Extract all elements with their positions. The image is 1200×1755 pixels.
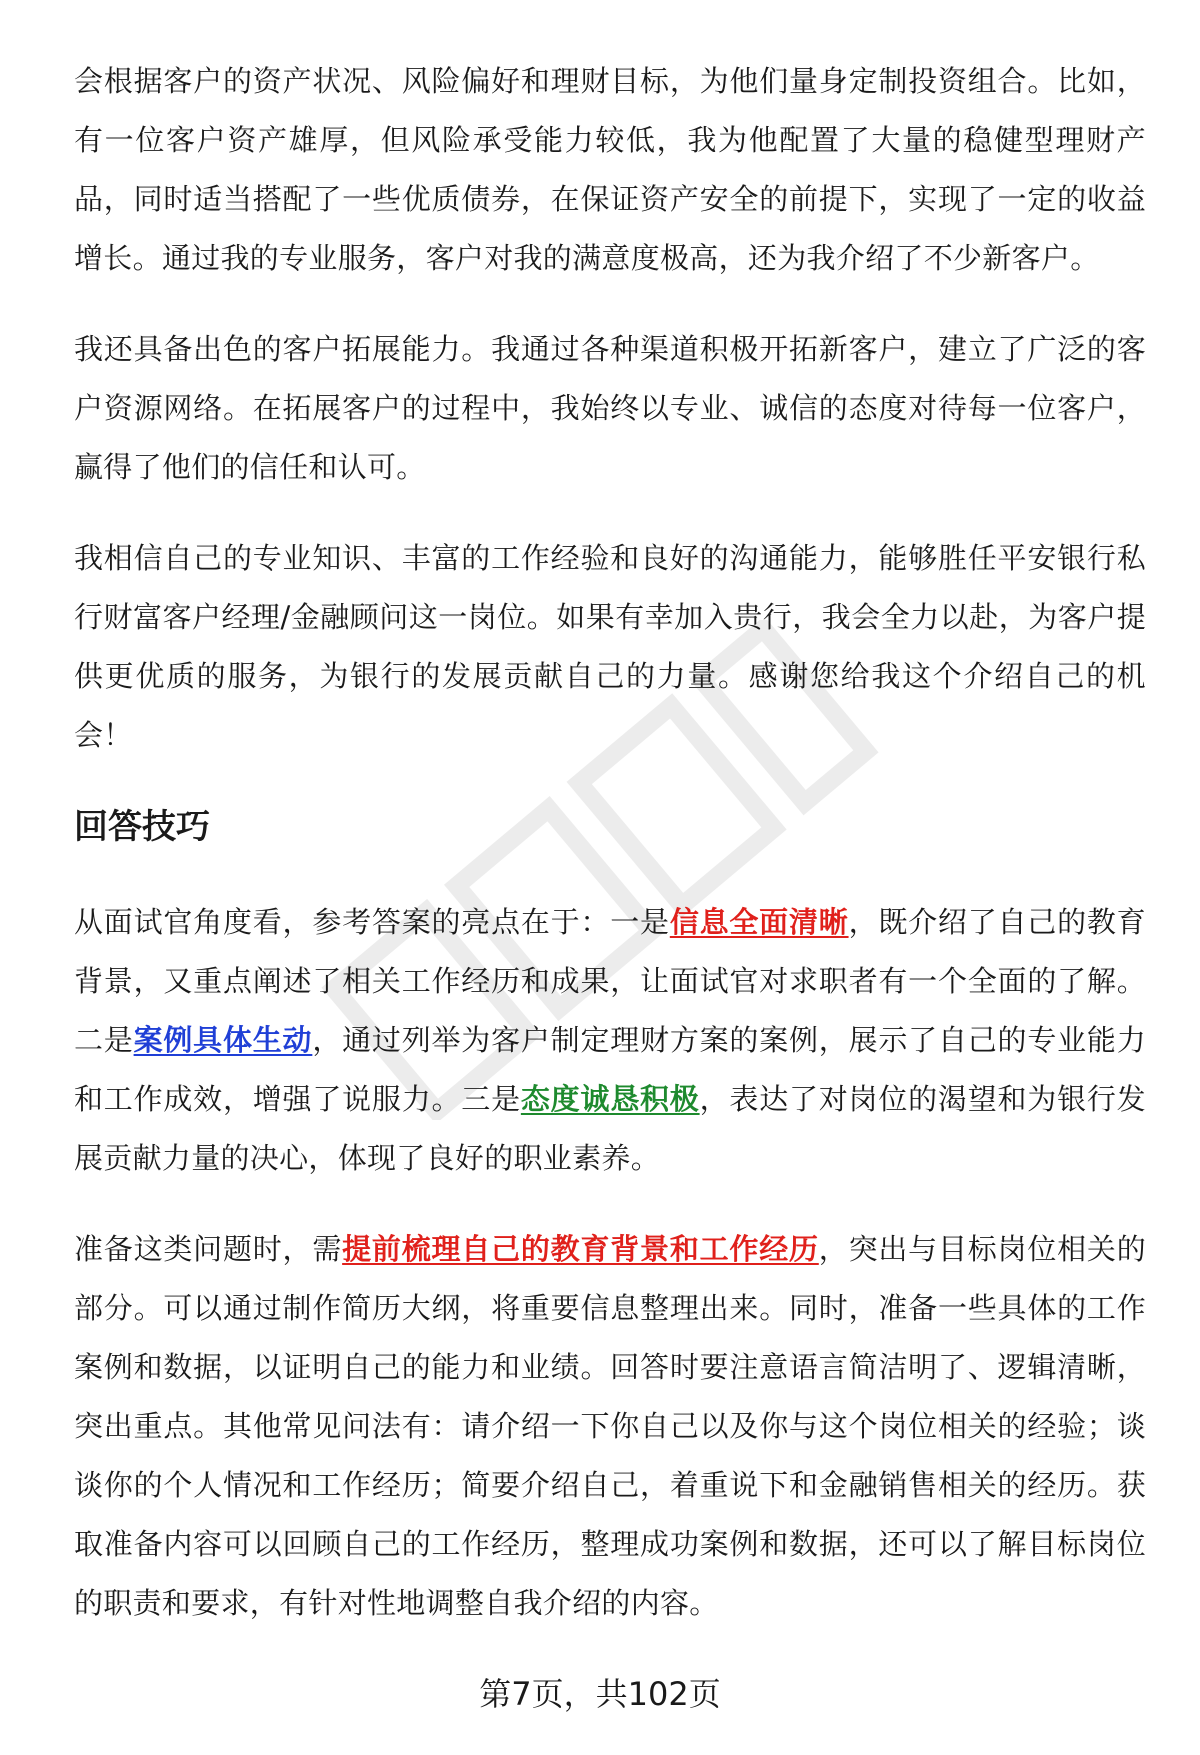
tips-text-3: ，通过列举为客户制定理财方案的案例，展示了自己的专业能力和工作成效，增强了说服力。三是	[74, 1023, 1146, 1116]
section-heading-answer-tips: 回答技巧	[74, 807, 210, 847]
paragraph-closing-statement: 我相信自己的专业知识、丰富的工作经验和良好的沟通能力，能够胜任平安银行私行财富客户经理/金融顾问这一岗位。如果有幸加入贵行，我会全力以赴，为客户提供更优质的服务，为银行的发展贡献自己的力量。感谢您给我这个介绍自己的机会！	[74, 541, 1146, 752]
tips-text-1: 从面试官角度看，参考答案的亮点在于：一是	[74, 905, 670, 939]
highlight-info-clear: 信息全面清晰	[669, 905, 849, 939]
page-footer-number: 第7页，共102页	[479, 1675, 721, 1713]
highlight-case-vivid: 案例具体生动	[133, 1023, 313, 1057]
prep-text-1: 准备这类问题时，需	[74, 1232, 343, 1266]
highlight-organize-background: 提前梳理自己的教育背景和工作经历	[342, 1232, 819, 1266]
prep-text-2: ，突出与目标岗位相关的部分。可以通过制作简历大纲，将重要信息整理出来。同时，准备一些具体的工作案例和数据，以证明自己的能力和业绩。回答时要注意语言简洁明了、逻辑清晰，突出重点。其他常见问法有：请介绍一下你自己以及你与这个岗位相关的经验；谈谈你的个人情况和工作经历；简要介绍自己，着重说下和金融销售相关的经历。获取准备内容可以回顾自己的工作经历，整理成功案例和数据，还可以了解目标岗位的职责和要求，有针对性地调整自我介绍的内容。	[74, 1232, 1146, 1620]
highlight-attitude-sincere: 态度诚恳积极	[520, 1082, 700, 1116]
paragraph-client-portfolio: 会根据客户的资产状况、风险偏好和理财目标，为他们量身定制投资组合。比如，有一位客户资产雄厚，但风险承受能力较低，我为他配置了大量的稳健型理财产品，同时适当搭配了一些优质债券，在保证资产安全的前提下，实现了一定的收益增长。通过我的专业服务，客户对我的满意度极高，还为我介绍了不少新客户。	[74, 64, 1146, 275]
tips-text-2: ，既介绍了自己的教育背景，又重点阐述了相关工作经历和成果，让面试官对求职者有一个全面的了解。二是	[74, 905, 1146, 1057]
paragraph-client-expansion: 我还具备出色的客户拓展能力。我通过各种渠道积极开拓新客户，建立了广泛的客户资源网络。在拓展客户的过程中，我始终以专业、诚信的态度对待每一位客户，赢得了他们的信任和认可。	[74, 332, 1146, 484]
tips-text-4: ，表达了对岗位的渴望和为银行发展贡献力量的决心，体现了良好的职业素养。	[74, 1082, 1146, 1175]
paragraph-tips-preparation	[74, 1220, 1146, 1633]
paragraph-tips-highlights	[74, 893, 1146, 1188]
main-content	[74, 52, 1146, 1665]
